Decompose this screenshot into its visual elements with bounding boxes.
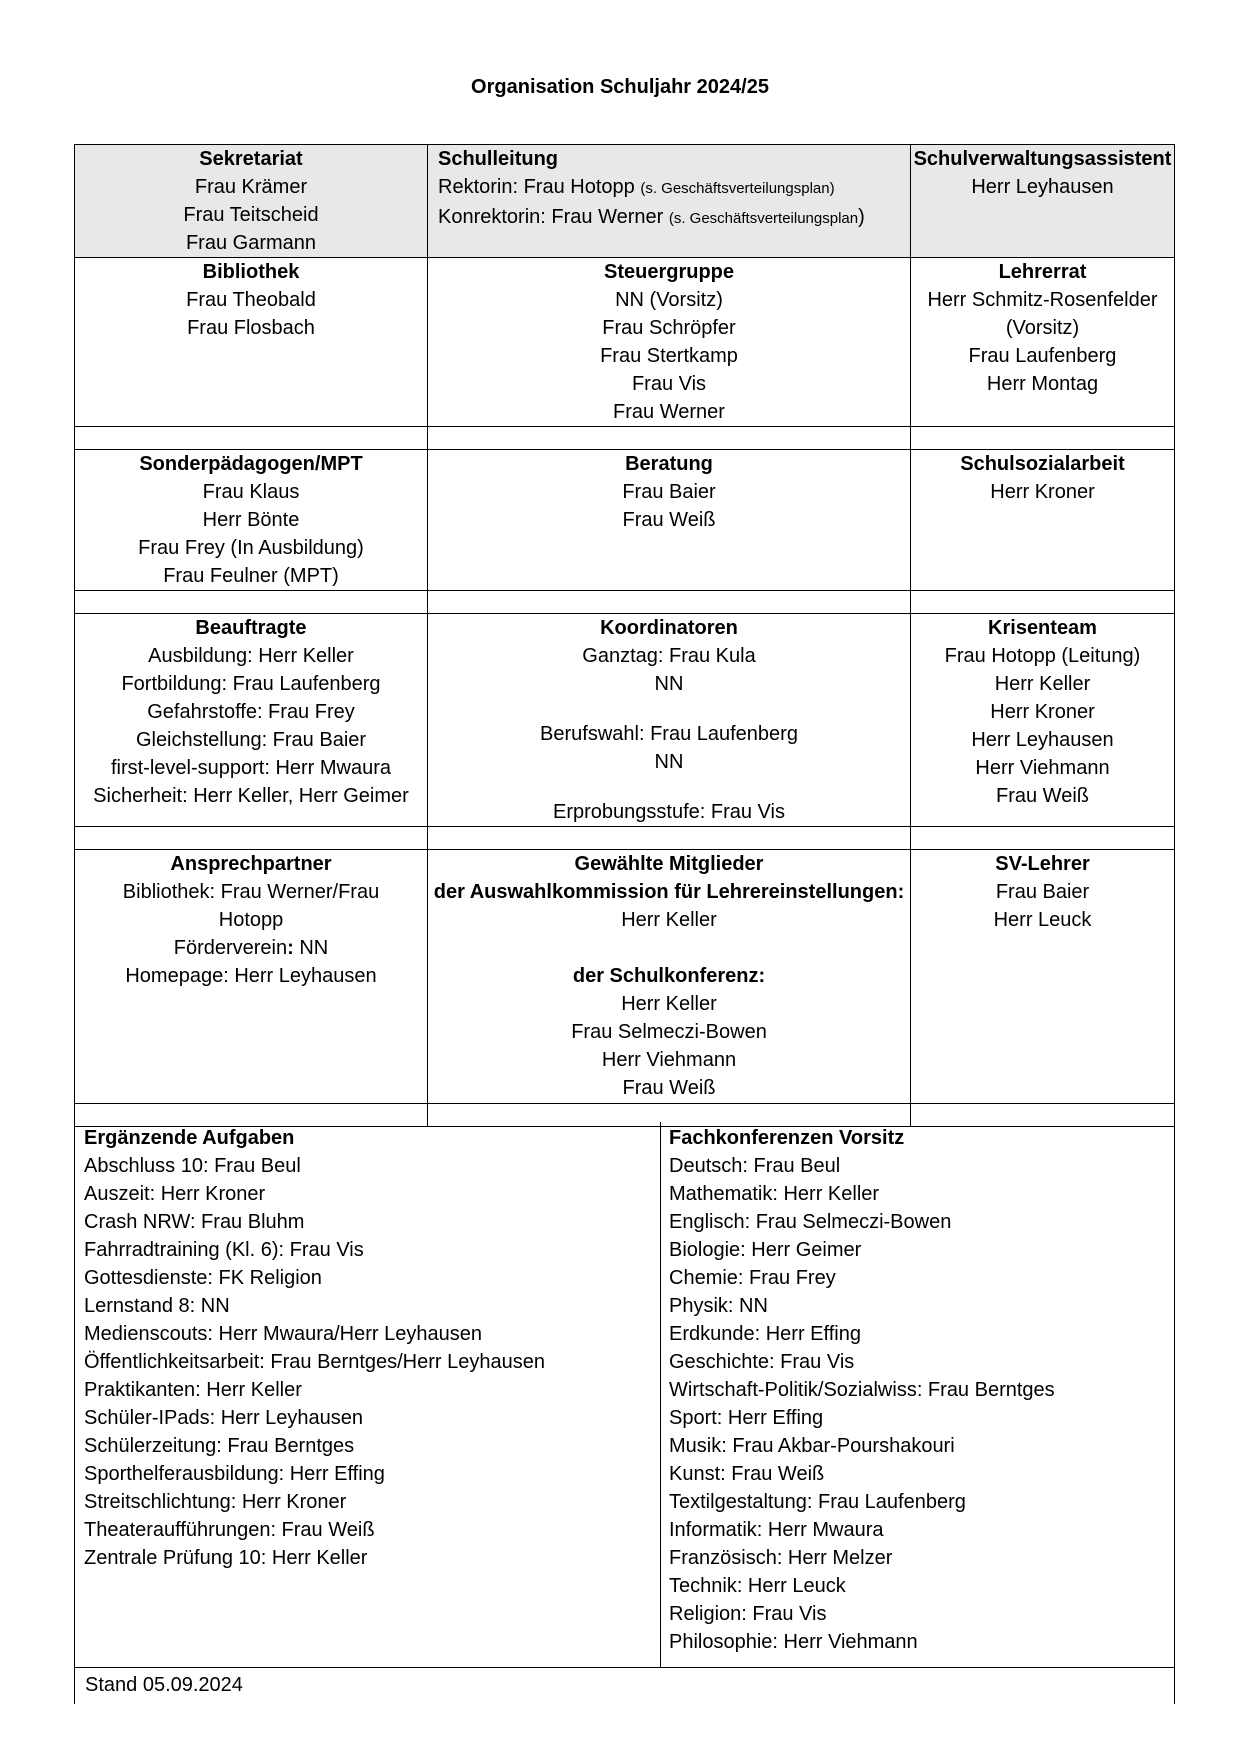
member: Bibliothek: Frau Werner/Frau Hotopp — [122, 881, 380, 931]
member: Herr Montag — [986, 373, 1099, 395]
member: Frau Selmeczi-Bowen — [571, 1021, 767, 1043]
member: Frau Theobald — [186, 289, 316, 311]
member: Ganztag: Frau Kula — [582, 645, 756, 667]
member: Frau Werner — [613, 401, 725, 423]
member: Berufswahl: Frau Laufenberg — [540, 723, 798, 745]
note-close: ) — [858, 206, 865, 228]
list-item: Medienscouts: Herr Mwaura/Herr Leyhausen — [84, 1323, 482, 1345]
spacer-cell — [911, 427, 1175, 450]
member: Frau Teitscheid — [183, 204, 319, 226]
member — [438, 203, 908, 233]
member: (Vorsitz) — [1005, 317, 1080, 339]
list-item: Französisch: Herr Melzer — [669, 1547, 893, 1569]
member: Frau Feulner (MPT) — [163, 565, 339, 587]
member: Frau Schröpfer — [602, 317, 736, 339]
cell-schulverwaltung — [911, 145, 1175, 258]
cell-gewaehlte-mitglieder — [428, 850, 911, 1104]
list-item: Deutsch: Frau Beul — [669, 1155, 841, 1177]
member: Herr Keller — [621, 909, 717, 931]
list-item: Fahrradtraining (Kl. 6): Frau Vis — [84, 1239, 364, 1261]
konrektorin: Konrektorin: Frau Werner — [438, 206, 664, 228]
member: Herr Keller — [621, 993, 717, 1015]
list-item: Geschichte: Frau Vis — [669, 1351, 855, 1373]
member: Frau Weiß — [622, 509, 716, 531]
label: Förderverein — [173, 937, 288, 959]
cell-sonderpaedagogen — [75, 450, 428, 591]
cell-bibliothek — [75, 258, 428, 427]
member: Herr Kroner — [990, 481, 1095, 503]
list-item: Zentrale Prüfung 10: Herr Keller — [84, 1547, 368, 1569]
member: Herr Leyhausen — [971, 176, 1114, 198]
list-item: Kunst: Frau Weiß — [669, 1463, 825, 1485]
list-item: Wirtschaft-Politik/Sozialwiss: Frau Berntges — [669, 1379, 1055, 1401]
member: Frau Stertkamp — [600, 345, 738, 367]
cell-sekretariat — [75, 145, 428, 258]
list-item: Englisch: Frau Selmeczi-Bowen — [669, 1211, 952, 1233]
label-colon: : — [287, 937, 294, 959]
member: Herr Keller — [994, 673, 1091, 695]
list-item: Auszeit: Herr Kroner — [84, 1183, 266, 1205]
member: Sicherheit: Herr Keller, Herr Geimer — [93, 785, 409, 807]
rektorin: Rektorin: Frau Hotopp — [438, 176, 635, 198]
member: Fortbildung: Frau Laufenberg — [121, 673, 381, 695]
member — [77, 934, 425, 962]
member: Ausbildung: Herr Keller — [148, 645, 354, 667]
list-item: Chemie: Frau Frey — [669, 1267, 836, 1289]
page-title: Organisation Schuljahr 2024/25 — [471, 76, 769, 98]
list-item: Abschluss 10: Frau Beul — [84, 1155, 301, 1177]
member: Frau Klaus — [202, 481, 300, 503]
ergaenzende-aufgaben — [84, 1124, 654, 1572]
section-heading: Beauftragte — [195, 617, 307, 639]
table-row — [75, 145, 1175, 258]
section-heading: Schulsozialarbeit — [960, 453, 1125, 475]
list-item: Lernstand 8: NN — [84, 1295, 230, 1317]
cell-beratung — [428, 450, 911, 591]
member: Homepage: Herr Leyhausen — [125, 965, 377, 987]
cell-lehrerrat — [911, 258, 1175, 427]
subheading: der Auswahlkommission für Lehrereinstellungen: — [433, 881, 905, 903]
section-heading: Schulverwaltungsassistent — [913, 148, 1172, 170]
list-item: Textilgestaltung: Frau Laufenberg — [669, 1491, 966, 1513]
cell-schulsozialarbeit — [911, 450, 1175, 591]
member: Herr Bönte — [202, 509, 300, 531]
column-divider — [660, 1122, 661, 1667]
member: Frau Hotopp (Leitung) — [944, 645, 1141, 667]
member: Frau Laufenberg — [968, 345, 1117, 367]
member: Herr Viehmann — [975, 757, 1110, 779]
fachkonferenzen-vorsitz — [669, 1124, 1169, 1656]
member: Gefahrstoffe: Frau Frey — [147, 701, 355, 723]
member: Frau Flosbach — [187, 317, 315, 339]
section-heading: Krisenteam — [988, 617, 1097, 639]
spacer-row — [75, 827, 1175, 850]
section-heading: Gewählte Mitglieder — [574, 853, 764, 875]
list-item: Informatik: Herr Mwaura — [669, 1519, 884, 1541]
cell-schulleitung — [428, 145, 911, 258]
cell-ansprechpartner — [75, 850, 428, 1104]
cell-krisenteam — [911, 614, 1175, 827]
list-item: Sporthelferausbildung: Herr Effing — [84, 1463, 385, 1485]
spacer-cell — [911, 827, 1175, 850]
list-item: Schüler-IPads: Herr Leyhausen — [84, 1407, 364, 1429]
section-heading: SV-Lehrer — [995, 853, 1090, 875]
list-item: Gottesdienste: FK Religion — [84, 1267, 322, 1289]
list-item: Musik: Frau Akbar-Pourshakouri — [669, 1435, 955, 1457]
member: Frau Vis — [631, 373, 707, 395]
list-item: Physik: NN — [669, 1295, 768, 1317]
spacer-cell — [75, 427, 428, 450]
spacer-cell — [428, 827, 911, 850]
spacer-cell — [428, 591, 911, 614]
spacer-cell — [911, 591, 1175, 614]
list-item: Streitschlichtung: Herr Kroner — [84, 1491, 347, 1513]
spacer-row — [75, 591, 1175, 614]
list-item: Mathematik: Herr Keller — [669, 1183, 880, 1205]
note: (s. Geschäftsverteilungsplan — [668, 210, 859, 227]
spacer-cell — [75, 827, 428, 850]
list-item: Philosophie: Herr Viehmann — [669, 1631, 918, 1653]
list-item: Schülerzeitung: Frau Berntges — [84, 1435, 355, 1457]
list-item: Crash NRW: Frau Bluhm — [84, 1211, 305, 1233]
list-item: Religion: Frau Vis — [669, 1603, 827, 1625]
organisation-table — [74, 144, 1175, 1127]
member: first-level-support: Herr Mwaura — [110, 757, 392, 779]
member: NN — [654, 751, 684, 773]
bottom-lists — [74, 1122, 1175, 1668]
cell-koordinatoren — [428, 614, 911, 827]
member — [438, 173, 908, 203]
list-item: Praktikanten: Herr Keller — [84, 1379, 302, 1401]
list-item: Technik: Herr Leuck — [669, 1575, 846, 1597]
section-heading: Sonderpädagogen/MPT — [139, 453, 363, 475]
member: Frau Baier — [622, 481, 716, 503]
member: Gleichstellung: Frau Baier — [135, 729, 367, 751]
stand-date: Stand 05.09.2024 — [85, 1674, 243, 1696]
member: NN (Vorsitz) — [615, 289, 723, 311]
table-row — [75, 450, 1175, 591]
line-gap — [430, 934, 908, 962]
line-gap — [430, 698, 908, 720]
section-heading: Sekretariat — [199, 148, 303, 170]
value: NN — [293, 937, 329, 959]
member: Frau Weiß — [996, 785, 1089, 807]
section-heading: Steuergruppe — [603, 261, 735, 283]
member: Frau Krämer — [194, 176, 308, 198]
list-item: Sport: Herr Effing — [669, 1407, 824, 1429]
section-heading: Ergänzende Aufgaben — [84, 1127, 295, 1149]
section-heading: Ansprechpartner — [170, 853, 332, 875]
member: NN — [654, 673, 684, 695]
list-item: Biologie: Herr Geimer — [669, 1239, 862, 1261]
member: Erprobungsstufe: Frau Vis — [553, 801, 785, 823]
list-item: Öffentlichkeitsarbeit: Frau Berntges/Herr Leyhausen — [84, 1351, 545, 1373]
list-item: Erdkunde: Herr Effing — [669, 1323, 861, 1345]
list-item: Theateraufführungen: Frau Weiß — [84, 1519, 375, 1541]
cell-sv-lehrer — [911, 850, 1175, 1104]
spacer-row — [75, 427, 1175, 450]
stand-footer — [74, 1668, 1175, 1704]
cell-beauftragte — [75, 614, 428, 827]
note: (s. Geschäftsverteilungsplan) — [640, 180, 835, 197]
section-heading: Fachkonferenzen Vorsitz — [669, 1127, 905, 1149]
section-heading: Lehrerrat — [998, 261, 1087, 283]
spacer-cell — [75, 591, 428, 614]
table-row — [75, 258, 1175, 427]
subheading: der Schulkonferenz: — [572, 965, 766, 987]
spacer-cell — [428, 427, 911, 450]
member: Frau Frey (In Ausbildung) — [138, 537, 364, 559]
member: Herr Leuck — [993, 909, 1092, 931]
table-row — [75, 614, 1175, 827]
member: Frau Weiß — [622, 1077, 716, 1099]
line-gap — [430, 776, 908, 798]
cell-steuergruppe — [428, 258, 911, 427]
section-heading: Schulleitung — [438, 148, 558, 170]
section-heading: Beratung — [625, 453, 713, 475]
member: Herr Leyhausen — [971, 729, 1114, 751]
member: Frau Baier — [995, 881, 1090, 903]
member: Herr Schmitz-Rosenfelder — [927, 289, 1158, 311]
table-row — [75, 850, 1175, 1104]
section-heading: Koordinatoren — [600, 617, 738, 639]
section-heading: Bibliothek — [202, 261, 300, 283]
member: Frau Garmann — [185, 232, 317, 254]
member: Herr Kroner — [990, 701, 1095, 723]
member: Herr Viehmann — [601, 1049, 737, 1071]
